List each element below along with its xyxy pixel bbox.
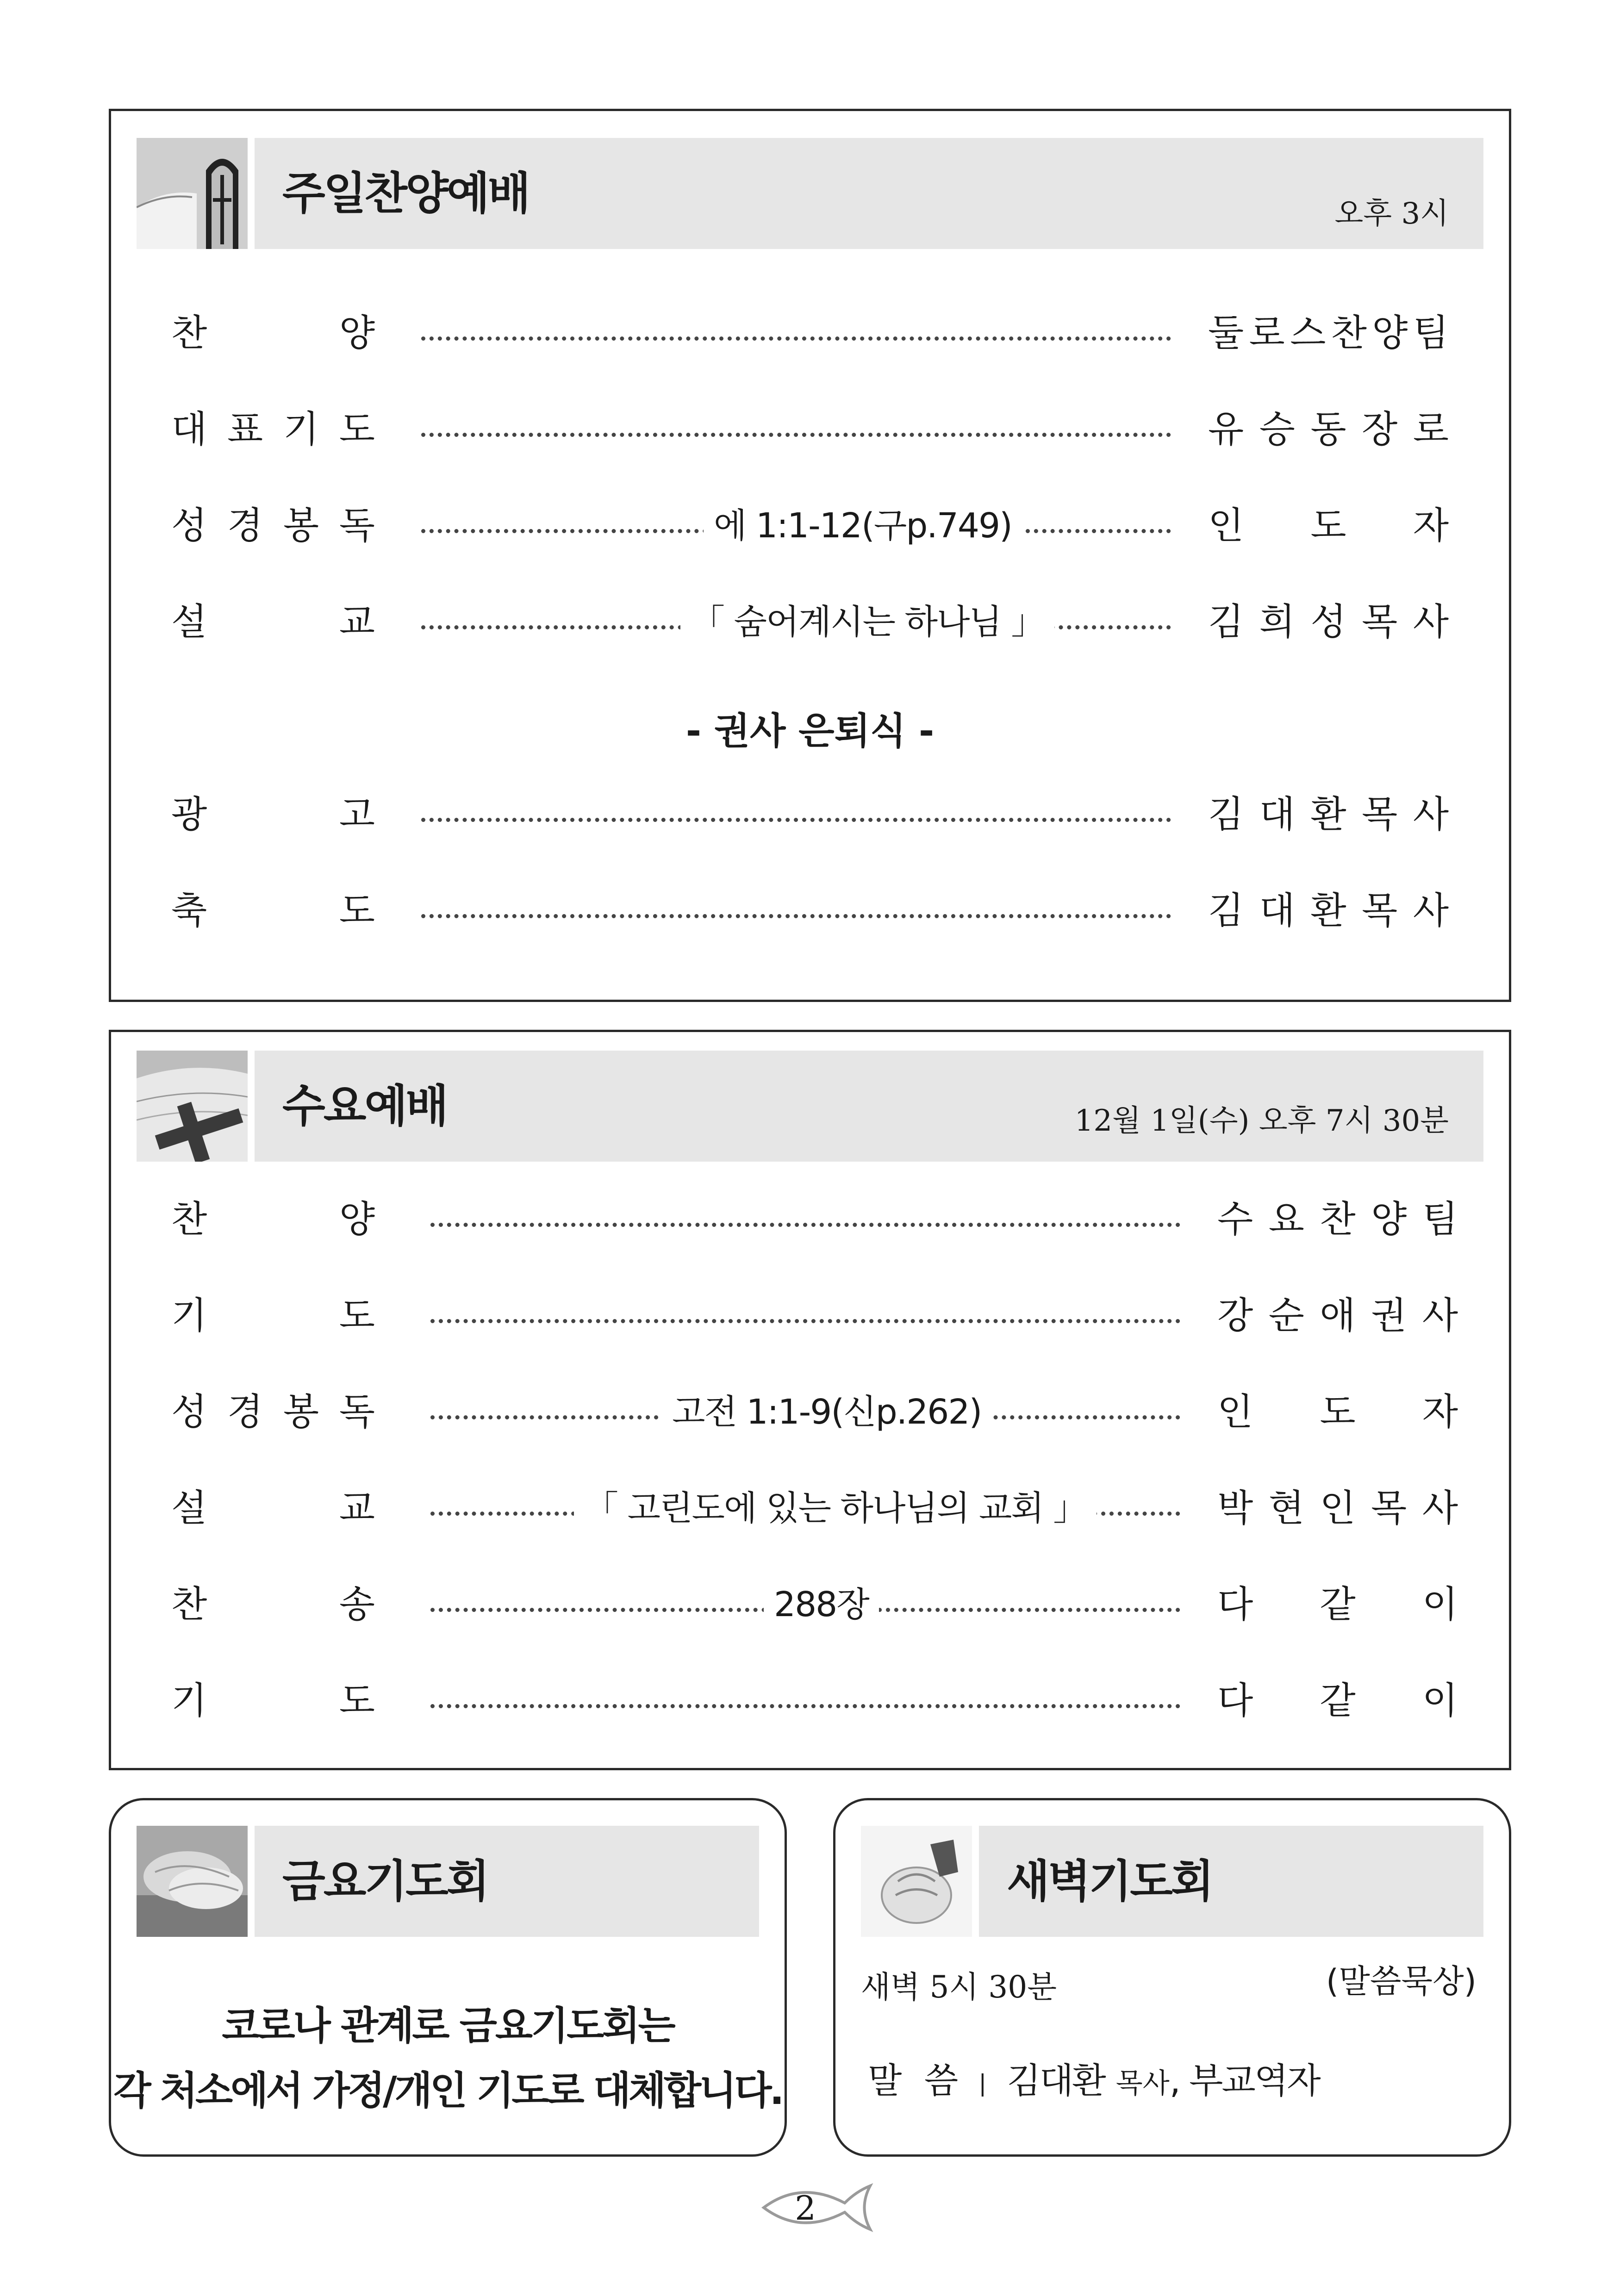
order-row (171, 1577, 1458, 1632)
page-title: 금요기도회 (282, 1855, 488, 1907)
dawn-prayer-box (833, 1798, 1511, 2157)
order-row (171, 1288, 1458, 1344)
order-row (171, 1673, 1458, 1729)
order-row (171, 1481, 1458, 1536)
order-label: 기 도 (171, 1294, 375, 1337)
page-number: 2 (795, 2189, 816, 2228)
order-leader: 김 대 환 목 사 (1208, 889, 1449, 932)
order-label: 찬 양 (171, 311, 375, 355)
order-row (171, 1384, 1458, 1440)
order-label: 설 교 (171, 1487, 375, 1530)
order-label: 성 경 봉 독 (171, 1390, 375, 1433)
order-row (171, 402, 1449, 457)
order-row (171, 305, 1449, 361)
order-leader: 박 현 인 목 사 (1217, 1487, 1458, 1530)
order-row (171, 787, 1449, 842)
church-window-photo (137, 138, 248, 249)
order-label: 설 교 (171, 600, 375, 643)
wednesday-title-bar (255, 1051, 1483, 1162)
speaker-name: 김대환 (1007, 2060, 1105, 2101)
order-label: 축 도 (171, 889, 375, 932)
friday-title-bar (255, 1826, 759, 1937)
separator: | (978, 2070, 987, 2097)
page-title: 주일찬양예배 (282, 168, 529, 219)
order-label: 광 고 (171, 793, 375, 836)
wednesday-header (137, 1051, 1483, 1162)
sunday-service-box (109, 109, 1511, 1002)
sunday-header (137, 138, 1483, 249)
dotted-leader (421, 818, 1171, 822)
hymn-number: 288장 (764, 1577, 879, 1632)
word-label: 말 씀 (868, 2060, 959, 2101)
page-title: 수요예배 (282, 1080, 447, 1132)
friday-notice-line: 각 처소에서 가정/개인 기도로 대체합니다. (113, 2068, 782, 2113)
speaker-rest: , 부교역자 (1169, 2060, 1320, 2101)
order-leader: 둘 로 스 찬 양 팀 (1208, 311, 1449, 355)
dawn-time: 새벽 5시 30분 (861, 1969, 1057, 2005)
dawn-speaker-line (868, 2053, 1320, 2103)
order-label: 찬 송 (171, 1583, 375, 1626)
sermon-title: 「 고린도에 있는 하나님의 교회 」 (574, 1481, 1097, 1536)
friday-prayer-box (109, 1798, 787, 2157)
dotted-leader (421, 336, 1171, 341)
dotted-leader (430, 1223, 1180, 1227)
sermon-title: 「 숨어계시는 하나님 」 (680, 594, 1054, 650)
page-number-badge (759, 2182, 875, 2233)
speaker-title: 목사 (1115, 2067, 1170, 2100)
scripture-reference: 에 1:1-12(구p.749) (704, 498, 1022, 554)
dotted-leader (430, 1319, 1180, 1323)
order-leader: 김 희 성 목 사 (1208, 600, 1449, 643)
order-leader: 인 도 자 (1208, 504, 1449, 547)
special-event: - 권사 은퇴식 - (685, 709, 935, 753)
order-leader: 김 대 환 목 사 (1208, 793, 1449, 836)
dotted-leader (421, 914, 1171, 918)
friday-header (137, 1826, 759, 1937)
bible-cross-photo (137, 1051, 248, 1162)
order-row (171, 594, 1449, 650)
wednesday-service-box (109, 1030, 1511, 1770)
dawn-note: (말씀묵상) (1326, 1962, 1477, 2000)
sunday-title-bar (255, 138, 1483, 249)
dawn-title-bar (979, 1826, 1483, 1937)
dawn-header (861, 1826, 1483, 1937)
praying-hands-photo (137, 1826, 248, 1937)
service-time: 12월 1일(수) 오후 7시 30분 (1074, 1104, 1449, 1138)
page-title: 새벽기도회 (1007, 1855, 1212, 1907)
order-label: 성 경 봉 독 (171, 504, 375, 547)
order-row (171, 498, 1449, 554)
order-leader: 인 도 자 (1217, 1390, 1458, 1433)
order-label: 찬 양 (171, 1198, 375, 1241)
friday-notice-line: 코로나 관계로 금요기도회는 (222, 2003, 674, 2048)
dotted-leader (430, 1704, 1180, 1708)
order-leader: 수 요 찬 양 팀 (1217, 1198, 1458, 1241)
order-row (171, 883, 1449, 939)
service-time: 오후 3시 (1334, 197, 1449, 231)
order-label: 대 표 기 도 (171, 408, 375, 451)
folded-hands-photo (861, 1826, 972, 1937)
scripture-reference: 고전 1:1-9(신p.262) (662, 1384, 991, 1440)
order-row (171, 1192, 1458, 1247)
order-leader: 다 같 이 (1217, 1679, 1458, 1722)
order-label: 기 도 (171, 1679, 375, 1722)
order-leader: 다 같 이 (1217, 1583, 1458, 1626)
order-leader: 강 순 애 권 사 (1217, 1294, 1458, 1337)
order-leader: 유 승 동 장 로 (1208, 408, 1449, 451)
dotted-leader (421, 433, 1171, 437)
